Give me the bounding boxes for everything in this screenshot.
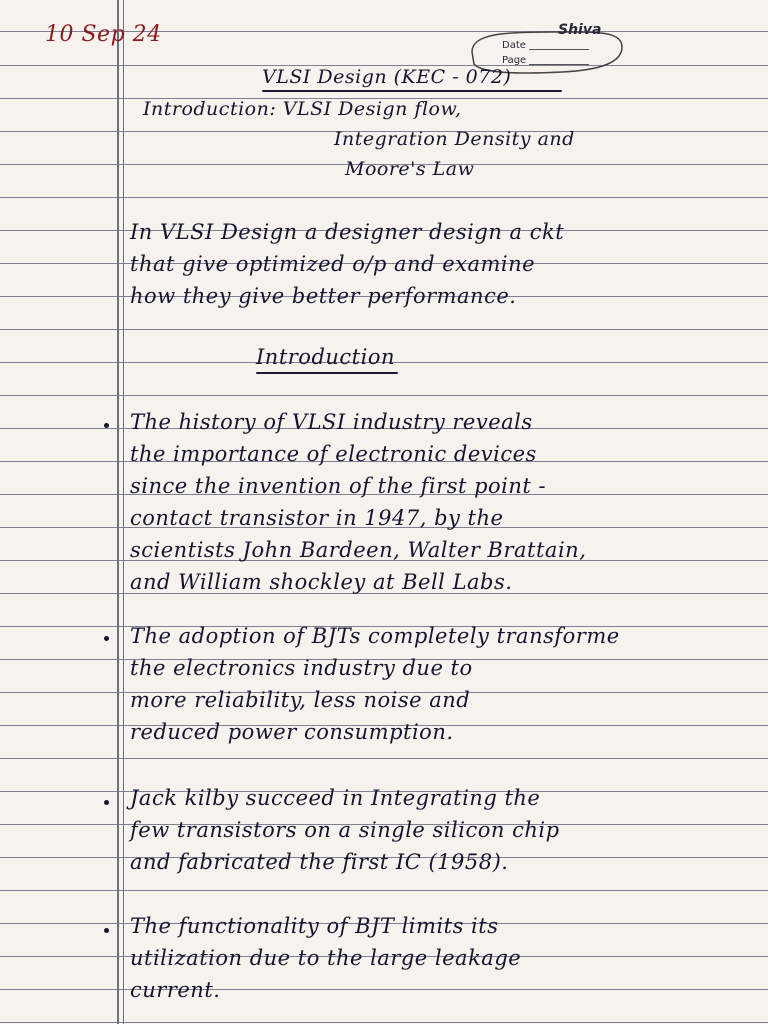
margin-line [117,0,119,1024]
bullet-2-line-4: reduced power consumption. [130,720,454,744]
intro-line-3: Moore's Law [345,158,475,180]
bullet-dot [104,928,109,933]
bullet-3-line-1: Jack kilby succeed in Integrating the [130,786,541,810]
bullet-1-line-3: since the invention of the first point - [130,474,547,498]
page-field: Page [502,55,589,66]
bullet-2-line-2: the electronics industry due to [130,656,473,680]
bullet-4-line-1: The functionality of BJT limits its [130,914,499,938]
bullet-dot [104,800,109,805]
summary-line-3: how they give better performance. [130,284,517,308]
bullet-3-line-3: and fabricated the first IC (1958). [130,850,509,874]
bullet-dot [104,636,109,641]
bullet-4-line-3: current. [130,978,221,1002]
bullet-1-line-1: The history of VLSI industry reveals [130,410,533,434]
bullet-3-line-2: few transistors on a single silicon chip [130,818,560,842]
bullet-1-line-4: contact transistor in 1947, by the [130,506,504,530]
section-heading: Introduction [256,345,395,369]
margin-line-inner [123,0,124,1024]
title-underline [262,90,562,92]
bullet-2-line-3: more reliability, less noise and [130,688,471,712]
bullet-1-line-6: and William shockley at Bell Labs. [130,570,513,594]
bullet-1-line-2: the importance of electronic devices [130,442,537,466]
brand-logo: Shiva [558,22,602,38]
section-heading-underline [256,372,398,374]
summary-line-2: that give optimized o/p and examine [130,252,536,276]
intro-line-1: Introduction: VLSI Design flow, [143,98,462,120]
summary-line-1: In VLSI Design a designer design a ckt [130,220,565,244]
bullet-4-line-2: utilization due to the large leakage [130,946,522,970]
page-title: VLSI Design (KEC - 072) [262,66,512,88]
bullet-2-line-1: The adoption of BJTs completely transforme [130,624,620,648]
date-field: Date [502,40,589,51]
date-note: 10 Sep 24 [45,22,162,47]
intro-line-2: Integration Density and [334,128,575,150]
bullet-1-line-5: scientists John Bardeen, Walter Brattain, [130,538,587,562]
bullet-dot [104,423,109,428]
